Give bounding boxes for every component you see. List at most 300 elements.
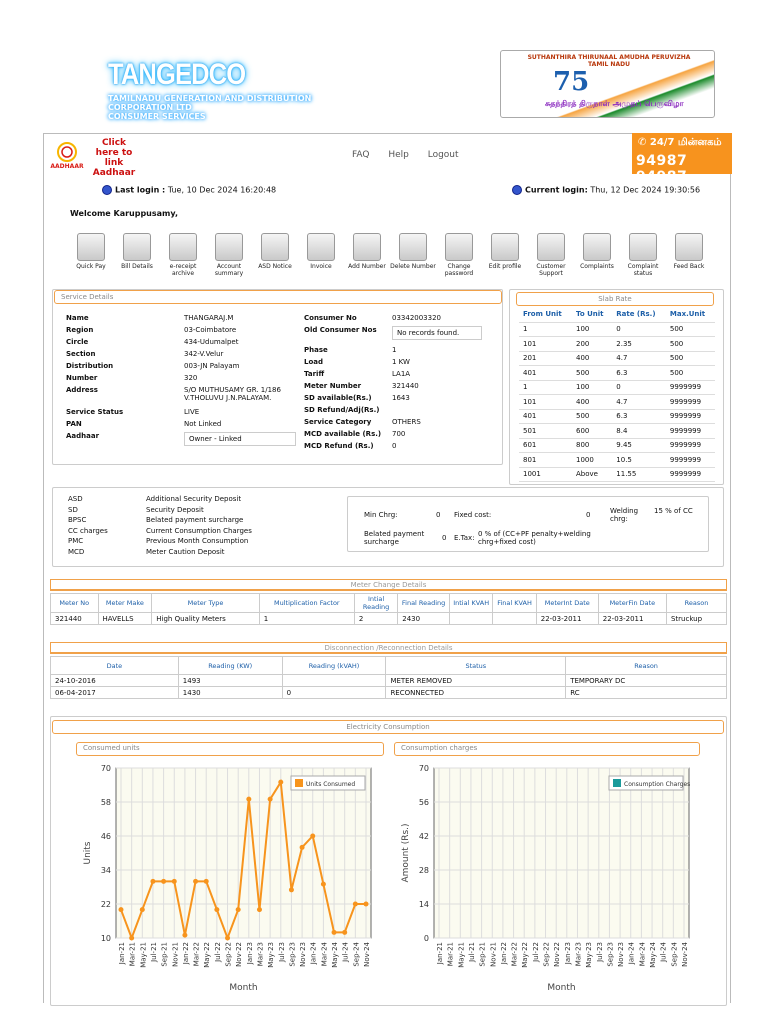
- toolbar-label: Account summary: [214, 263, 244, 277]
- support-icon: [537, 233, 565, 261]
- complaints-icon: [583, 233, 611, 261]
- detail-value: [390, 314, 494, 326]
- x-tick-label: Sep-23: [288, 942, 297, 967]
- slab-cell: 10.5: [612, 453, 666, 468]
- x-tick-label: Mar-21: [446, 942, 455, 967]
- logo-subtitle-line1: TAMILNADU GENERATION AND DISTRIBUTION CORPORATION LTD: [108, 94, 312, 112]
- quick-pay-icon: [77, 233, 105, 261]
- slab-cell: 9999999: [666, 380, 715, 395]
- bill-details-icon: [123, 233, 151, 261]
- x-tick-label: Jan-23: [245, 942, 254, 965]
- x-tick-label: May-21: [457, 942, 466, 968]
- y-axis-label: Amount (Rs.): [401, 823, 411, 883]
- slab-cell: 801: [519, 453, 572, 468]
- data-point: [278, 780, 283, 785]
- grid-header: Intial Reading: [354, 594, 397, 613]
- slab-row: [519, 395, 715, 410]
- detail-value-text: Owner - Linked: [184, 432, 296, 446]
- welding-chrg-value: 15 % of CC: [654, 507, 693, 515]
- x-tick-label: Mar-21: [128, 942, 137, 967]
- detail-value: [182, 350, 300, 362]
- detail-row: [302, 370, 494, 382]
- detail-value-text: 03342003320: [392, 314, 441, 322]
- etax-value: 0 % of (CC+PF penalty+welding chrg+fixed cost): [478, 530, 591, 546]
- welcome-text: Welcome Karuppusamy,: [70, 209, 179, 218]
- slab-rate-title: Slab Rate: [516, 292, 714, 306]
- profile-icon: [491, 233, 519, 261]
- grid-cell: TEMPORARY DC: [566, 675, 727, 687]
- amudha-peruvizha-banner: [500, 50, 715, 118]
- toolbar-label: Complaints: [580, 263, 614, 270]
- detail-value: [390, 326, 494, 346]
- detail-row: [64, 350, 300, 362]
- data-point: [310, 834, 315, 839]
- y-tick-label: 28: [418, 866, 429, 875]
- toolbar-label: e-receipt archive: [169, 263, 197, 277]
- slab-cell: 8.4: [612, 424, 666, 439]
- slab-cell: 200: [572, 337, 612, 352]
- x-tick-label: May-21: [139, 942, 148, 968]
- detail-row: [64, 314, 300, 326]
- x-tick-label: Nov-21: [489, 942, 498, 967]
- detail-value: [390, 358, 494, 370]
- slab-cell: 9.45: [612, 438, 666, 453]
- glossary-row: [68, 536, 252, 547]
- min-chrg: Min Chrg: 0: [364, 511, 441, 519]
- data-point: [150, 879, 155, 884]
- x-axis-label: Month: [229, 983, 258, 992]
- consumption-title: Electricity Consumption: [52, 720, 724, 734]
- toolbar-receipt-button[interactable]: [160, 233, 206, 277]
- slab-cell: 1: [519, 380, 572, 395]
- slab-cell: 500: [572, 409, 612, 424]
- grid-cell: 1430: [178, 687, 282, 699]
- x-tick-label: May-23: [585, 942, 594, 968]
- detail-row: [302, 442, 494, 454]
- toolbar-feedback-button[interactable]: [666, 233, 712, 270]
- slab-row: [519, 351, 715, 366]
- logout-link[interactable]: Logout: [427, 150, 459, 160]
- data-point: [342, 930, 347, 935]
- slab-cell: 4.7: [612, 395, 666, 410]
- status-icon: [629, 233, 657, 261]
- detail-value-text: LA1A: [392, 370, 411, 378]
- toolbar-add-number-button[interactable]: [344, 233, 390, 270]
- y-tick-label: 56: [418, 798, 429, 807]
- detail-row: [302, 430, 494, 442]
- grid-cell: 22-03-2011: [598, 613, 666, 625]
- toolbar-password-button[interactable]: [436, 233, 482, 277]
- current-login: Current login: Thu, 12 Dec 2024 19:30:56: [512, 185, 700, 195]
- clock-icon: [512, 185, 522, 195]
- slab-cell: 500: [666, 337, 715, 352]
- grid-header: Reason: [666, 594, 726, 613]
- grid-cell: [449, 613, 492, 625]
- data-point: [300, 845, 305, 850]
- detail-key: Service Category: [304, 418, 372, 426]
- grid-header: Meter Make: [98, 594, 152, 613]
- slab-header-row: [519, 306, 715, 322]
- banner-line1: SUTHANTHIRA THIRUNAAL AMUDHA PERUVIZHA TAMIL NADU: [527, 54, 691, 68]
- data-point: [364, 902, 369, 907]
- toolbar-label: Edit profile: [488, 263, 522, 270]
- grid-cell: HAVELLS: [98, 613, 152, 625]
- detail-value: [182, 326, 300, 338]
- slab-cell: 0: [612, 322, 666, 337]
- detail-key: Address: [66, 386, 98, 394]
- slab-cell: 601: [519, 438, 572, 453]
- data-point: [129, 936, 134, 941]
- data-point: [204, 879, 209, 884]
- slab-header: To Unit: [572, 306, 612, 322]
- detail-value-text: 003-JN Palayam: [184, 362, 240, 370]
- legend-label: Units Consumed: [306, 781, 356, 788]
- detail-value: [182, 362, 300, 374]
- y-tick-label: 42: [418, 832, 429, 841]
- detail-value: [390, 418, 494, 430]
- x-tick-label: May-24: [649, 942, 658, 968]
- service-details-left: [64, 314, 300, 446]
- slab-row: [519, 366, 715, 381]
- grid-header: Meter No: [51, 594, 99, 613]
- grid-cell: [282, 675, 386, 687]
- detail-value: [182, 386, 300, 408]
- glossary-value: Security Deposit: [146, 505, 204, 514]
- delete-icon: [399, 233, 427, 261]
- data-point: [236, 907, 241, 912]
- detail-value-text: 342-V.Velur: [184, 350, 224, 358]
- grid-cell: 0: [282, 687, 386, 699]
- x-tick-label: Jul-22: [531, 942, 540, 962]
- notice-icon: [261, 233, 289, 261]
- toolbar-invoice-button[interactable]: [298, 233, 344, 270]
- x-tick-label: Nov-22: [553, 942, 562, 967]
- grid-cell: RC: [566, 687, 727, 699]
- x-tick-label: Jul-22: [213, 942, 222, 962]
- grid-cell: High Quality Meters: [152, 613, 259, 625]
- x-tick-label: Nov-21: [171, 942, 180, 967]
- disconnection-table: [50, 656, 727, 699]
- x-tick-label: Nov-24: [681, 942, 689, 967]
- account-icon: [215, 233, 243, 261]
- aadhaar-logo-icon: [50, 140, 84, 170]
- detail-key: SD available(Rs.): [304, 394, 372, 402]
- toolbar-complaints-button[interactable]: [574, 233, 620, 270]
- slab-row: [519, 438, 715, 453]
- glossary-key: MCD: [68, 547, 85, 556]
- detail-value-text: OTHERS: [392, 418, 421, 426]
- receipt-icon: [169, 233, 197, 261]
- aadhaar-link[interactable]: [50, 138, 140, 178]
- data-point: [172, 879, 177, 884]
- detail-row: [64, 432, 300, 446]
- slab-cell: 800: [572, 438, 612, 453]
- glossary-value: Current Consumption Charges: [146, 526, 252, 535]
- help-link[interactable]: Help: [388, 150, 409, 160]
- x-tick-label: May-23: [267, 942, 276, 968]
- x-tick-label: Jan-21: [118, 942, 126, 965]
- detail-row: [64, 374, 300, 386]
- detail-row: [64, 326, 300, 338]
- clock-icon: [102, 185, 112, 195]
- slab-cell: 1001: [519, 467, 572, 482]
- detail-value-text: 320: [184, 374, 198, 382]
- x-tick-label: Sep-24: [670, 942, 679, 967]
- slab-cell: 9999999: [666, 424, 715, 439]
- detail-row: [302, 326, 494, 346]
- detail-value-text: 1: [392, 346, 397, 354]
- x-tick-label: Jul-24: [659, 942, 668, 962]
- disconnection-title: Disconnection /Reconnection Details: [50, 642, 727, 654]
- x-tick-label: Nov-22: [235, 942, 244, 967]
- detail-key: Phase: [304, 346, 328, 354]
- slab-cell: 9999999: [666, 467, 715, 482]
- grid-header-row: [51, 594, 727, 613]
- detail-value: [182, 432, 300, 446]
- toolbar-label: ASD Notice: [258, 263, 292, 270]
- toolbar-label: Customer Support: [536, 263, 566, 277]
- glossary-value: Previous Month Consumption: [146, 537, 249, 546]
- x-tick-label: Sep-23: [606, 942, 615, 967]
- x-tick-label: Jan-24: [309, 942, 318, 965]
- data-point: [214, 907, 219, 912]
- data-point: [225, 936, 230, 941]
- slab-row: [519, 409, 715, 424]
- grid-cell: 06-04-2017: [51, 687, 179, 699]
- detail-row: [302, 314, 494, 326]
- slab-header: Rate (Rs.): [612, 306, 666, 322]
- x-tick-label: Jul-23: [277, 942, 286, 962]
- y-tick-label: 58: [100, 798, 111, 807]
- glossary-key: CC charges: [68, 526, 108, 535]
- slab-cell: 400: [572, 351, 612, 366]
- slab-cell: 100: [572, 380, 612, 395]
- data-point: [332, 930, 337, 935]
- detail-value-text: 321440: [392, 382, 419, 390]
- detail-value: [182, 408, 300, 420]
- slab-cell: 401: [519, 409, 572, 424]
- detail-key: Load: [304, 358, 324, 366]
- grid-header: Final Reading: [398, 594, 450, 613]
- toolbar-notice-button[interactable]: [252, 233, 298, 270]
- helpline-number: 94987 94987: [636, 153, 688, 185]
- grid-header: Reading (KW): [178, 657, 282, 675]
- grid-header: Status: [386, 657, 566, 675]
- toolbar-bill-details-button[interactable]: [114, 233, 160, 270]
- glossary-row: [68, 526, 252, 537]
- x-tick-label: Jan-23: [563, 942, 572, 965]
- grid-header: Final KVAH: [493, 594, 536, 613]
- detail-value-text: 700: [392, 430, 406, 438]
- slab-cell: 9999999: [666, 395, 715, 410]
- slab-cell: 4.7: [612, 351, 666, 366]
- tangedco-logo-title: TANGEDCO: [108, 58, 246, 91]
- service-details-title: Service Details: [54, 290, 502, 304]
- slab-row: [519, 380, 715, 395]
- detail-row: [64, 420, 300, 432]
- detail-value-text: 03-Coimbatore: [184, 326, 237, 334]
- glossary-row: [68, 505, 252, 516]
- detail-key: Consumer No: [304, 314, 357, 322]
- detail-key: MCD Refund (Rs.): [304, 442, 374, 450]
- x-tick-label: Mar-24: [638, 942, 647, 967]
- x-tick-label: Jul-21: [467, 942, 476, 962]
- detail-row: [64, 362, 300, 374]
- minnagam-helpline: [632, 133, 732, 185]
- slab-row: [519, 337, 715, 352]
- detail-value-text: 0: [392, 442, 397, 450]
- glossary-key: SD: [68, 505, 78, 514]
- slab-cell: Above: [572, 467, 612, 482]
- legend-swatch: [613, 779, 621, 787]
- grid-cell: 24-10-2016: [51, 675, 179, 687]
- feedback-icon: [675, 233, 703, 261]
- data-point: [268, 797, 273, 802]
- toolbar-label: Feed Back: [673, 263, 705, 270]
- data-point: [246, 797, 251, 802]
- grid-header: Reason: [566, 657, 727, 675]
- service-details-right: [302, 314, 494, 454]
- toolbar-delete-button[interactable]: [390, 233, 436, 270]
- x-tick-label: Jul-24: [341, 942, 350, 962]
- x-tick-label: Mar-22: [192, 942, 201, 967]
- detail-key: Region: [66, 326, 94, 334]
- units-chart-title: Consumed units: [76, 742, 384, 756]
- detail-value-text: Not Linked: [184, 420, 222, 428]
- slab-cell: 400: [572, 395, 612, 410]
- detail-row: [302, 358, 494, 370]
- data-point: [119, 907, 124, 912]
- phone-icon: ✆: [638, 137, 647, 148]
- detail-value: [390, 430, 494, 442]
- detail-value-text: LIVE: [184, 408, 200, 416]
- grid-cell: 321440: [51, 613, 99, 625]
- toolbar-status-button[interactable]: [620, 233, 666, 277]
- grid-header: MeterFin Date: [598, 594, 666, 613]
- detail-value: [390, 346, 494, 358]
- toolbar-label: Change password: [444, 263, 474, 277]
- grid-cell: METER REMOVED: [386, 675, 566, 687]
- units-chart: [76, 758, 386, 992]
- slab-cell: 101: [519, 337, 572, 352]
- glossary-key: ASD: [68, 495, 83, 504]
- meter-change-title: Meter Change Details: [50, 579, 727, 591]
- grid-header: MeterInt Date: [536, 594, 598, 613]
- detail-value: [390, 370, 494, 382]
- slab-cell: 1: [519, 322, 572, 337]
- table-row: [51, 687, 727, 699]
- data-point: [182, 933, 187, 938]
- x-tick-label: Jul-21: [149, 942, 158, 962]
- slab-cell: 6.3: [612, 366, 666, 381]
- grid-header: Multiplication Factor: [259, 594, 354, 613]
- detail-row: [302, 346, 494, 358]
- slab-cell: 500: [666, 351, 715, 366]
- detail-row: [64, 386, 300, 408]
- grid-header-row: [51, 657, 727, 675]
- logo-subtitle-line2: CONSUMER SERVICES: [108, 112, 206, 121]
- slab-cell: 0: [612, 380, 666, 395]
- faq-link[interactable]: FAQ: [352, 150, 370, 160]
- toolbar-label: Quick Pay: [76, 263, 106, 270]
- welding-chrg-label: Welding chrg:: [610, 507, 639, 523]
- toolbar-label: Bill Details: [121, 263, 153, 270]
- data-point: [289, 887, 294, 892]
- toolbar-support-button[interactable]: [528, 233, 574, 277]
- y-tick-label: 46: [100, 832, 111, 841]
- slab-cell: 100: [572, 322, 612, 337]
- x-tick-label: May-22: [203, 942, 212, 968]
- x-tick-label: May-22: [521, 942, 530, 968]
- x-tick-label: Nov-24: [363, 942, 371, 967]
- toolbar-label: Add Number: [348, 263, 386, 270]
- toolbar-quick-pay-button[interactable]: [68, 233, 114, 270]
- detail-key: SD Refund/Adj(Rs.): [304, 406, 380, 414]
- x-tick-label: Sep-21: [160, 942, 169, 967]
- legend-swatch: [295, 779, 303, 787]
- add-number-icon: [353, 233, 381, 261]
- glossary-row: [68, 494, 252, 505]
- slab-cell: 2.35: [612, 337, 666, 352]
- y-tick-label: 70: [100, 764, 111, 773]
- x-tick-label: Jan-21: [436, 942, 444, 965]
- slab-cell: 500: [666, 366, 715, 381]
- toolbar-profile-button[interactable]: [482, 233, 528, 270]
- detail-row: [302, 394, 494, 406]
- slab-row: [519, 467, 715, 482]
- x-tick-label: Jan-22: [499, 942, 508, 965]
- belated-label: Belated payment surcharge: [364, 530, 425, 546]
- grid-header: Intial KVAH: [449, 594, 492, 613]
- data-point: [257, 907, 262, 912]
- y-tick-label: 22: [100, 900, 111, 909]
- glossary-value: Belated payment surcharge: [146, 516, 244, 525]
- aadhaar-link-text[interactable]: Click here to link Aadhaar: [92, 138, 136, 178]
- detail-row: [302, 406, 494, 418]
- detail-value: [182, 338, 300, 350]
- detail-row: [64, 338, 300, 350]
- plot-area: [434, 768, 689, 938]
- detail-key: PAN: [66, 420, 82, 428]
- charges-chart-title: Consumption charges: [394, 742, 700, 756]
- x-tick-label: Mar-24: [320, 942, 329, 967]
- y-tick-label: 14: [418, 900, 429, 909]
- table-row: [51, 613, 727, 625]
- glossary-table: [68, 494, 252, 557]
- grid-header: Meter Type: [152, 594, 259, 613]
- belated-value: 0: [442, 534, 447, 542]
- detail-key: Service Status: [66, 408, 124, 416]
- x-tick-label: Jan-22: [181, 942, 190, 965]
- glossary-row: [68, 547, 252, 558]
- detail-value-text: S/O MUTHUSAMY GR. 1/186 V.THOLUVU J.N.PALAYAM.: [184, 386, 281, 402]
- tangedco-logo-subtitle: [108, 94, 368, 121]
- grid-header: Date: [51, 657, 179, 675]
- data-point: [140, 907, 145, 912]
- x-tick-label: Mar-23: [256, 942, 265, 967]
- slab-cell: 600: [572, 424, 612, 439]
- grid-cell: 1: [259, 613, 354, 625]
- detail-key: Section: [66, 350, 96, 358]
- toolbar-account-button[interactable]: [206, 233, 252, 277]
- detail-value: [182, 374, 300, 386]
- detail-key: MCD available (Rs.): [304, 430, 382, 438]
- y-axis-label: Units: [83, 841, 93, 865]
- slab-cell: 9999999: [666, 453, 715, 468]
- detail-key: Tariff: [304, 370, 325, 378]
- slab-cell: 9999999: [666, 409, 715, 424]
- detail-value: [390, 382, 494, 394]
